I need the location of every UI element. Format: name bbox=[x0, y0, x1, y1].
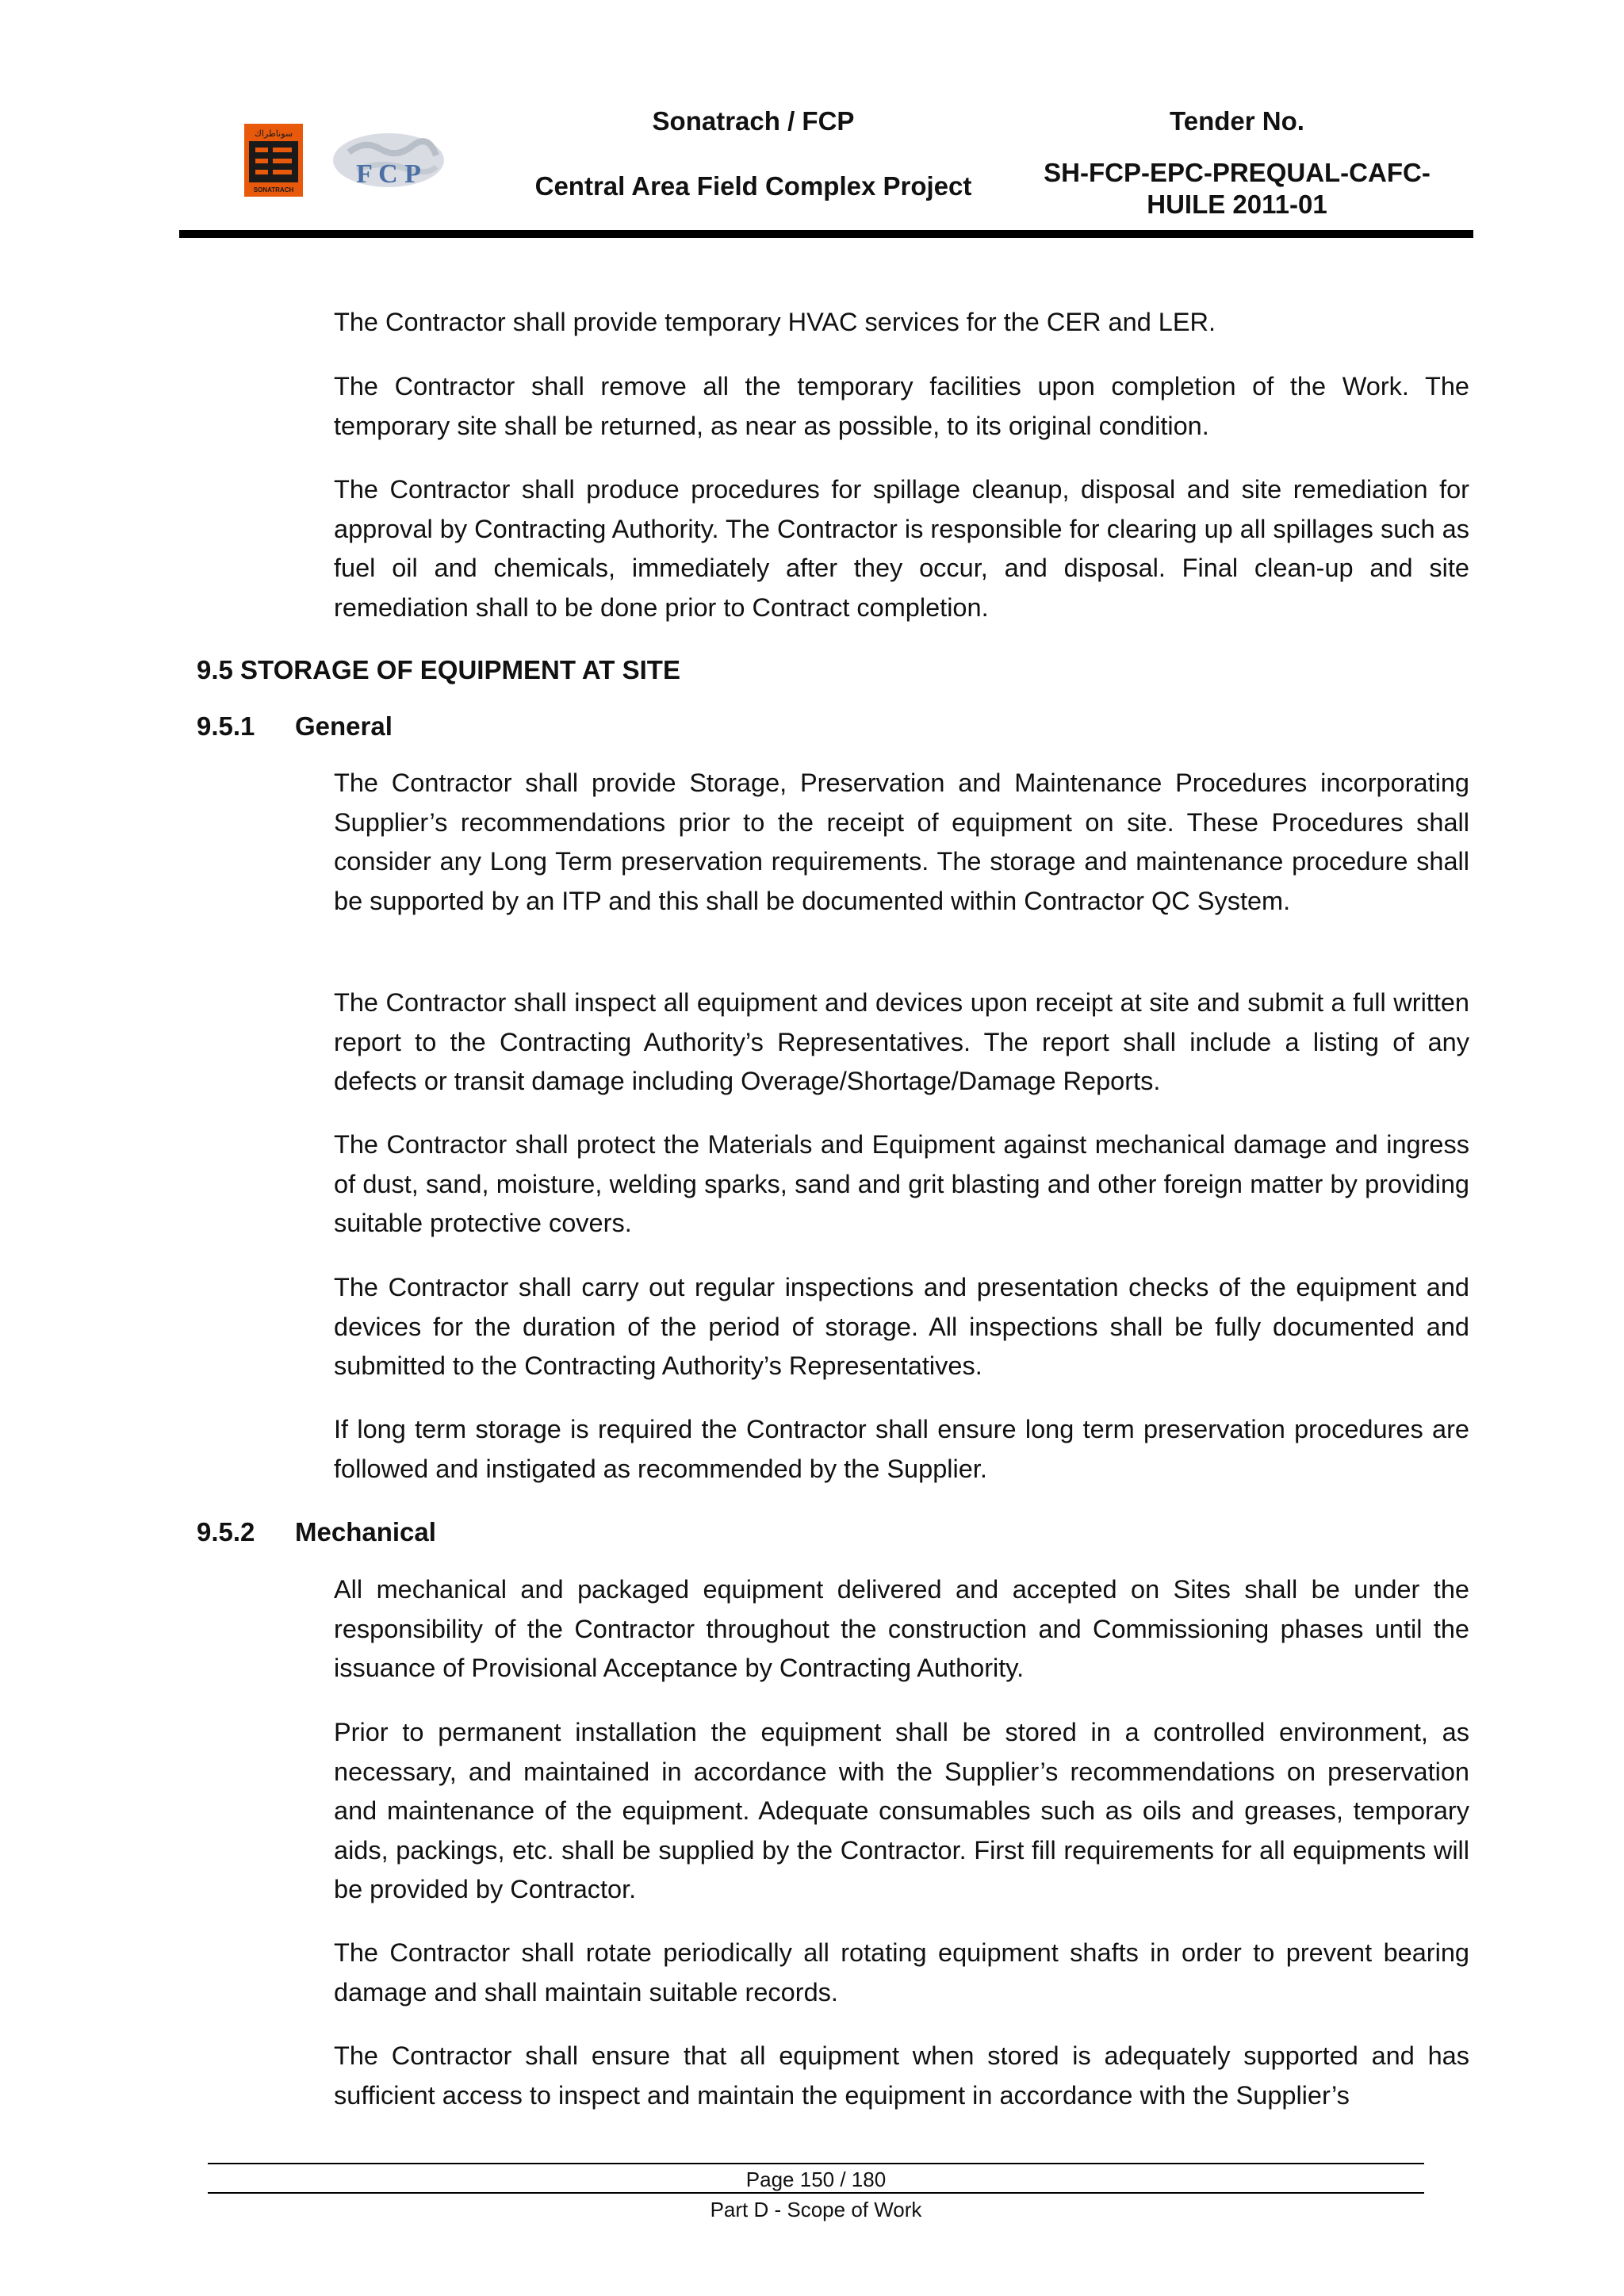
header-divider bbox=[179, 230, 1473, 238]
footer-divider bbox=[208, 2163, 1424, 2164]
paragraph: All mechanical and packaged equipment delivered and accepted on Sites shall be under the responsibility of the Contractor throughout the construction and Commissioning phases until the issuance of Provisional Acceptance by Contracting Authority. bbox=[334, 1575, 1469, 1682]
paragraph: The Contractor shall remove all the temporary facilities upon completion of the Work. The temporary site shall be returned, as near as possible, to its original condition. bbox=[334, 372, 1469, 440]
paragraph: The Contractor shall produce procedures for spillage cleanup, disposal and site remediation for approval by Contracting Authority. The Contractor is responsible for clearing up all spillages such as fuel oil and chemicals, immediately after they occur, and disposal. Final clean-up and site remediation shall to be done prior to Contract completion. bbox=[334, 475, 1469, 622]
paragraph: The Contractor shall ensure that all equipment when stored is adequately supported and has sufficient access to inspect and maintain the equipment in accordance with the Supplier’s bbox=[334, 2041, 1469, 2110]
sonatrach-logo bbox=[244, 124, 303, 197]
company-name: Sonatrach / FCP bbox=[652, 106, 855, 136]
paragraph: The Contractor shall carry out regular inspections and presentation checks of the equipment and devices for the duration of the period of storage. All inspections shall be fully documented and submitted to the Contracting Authority’s Representatives. bbox=[334, 1273, 1469, 1380]
tender-number-line1: SH-FCP-EPC-PREQUAL-CAFC- bbox=[1044, 158, 1431, 187]
paragraph: Prior to permanent installation the equipment shall be stored in a controlled environment, as necessary, and maintained in accordance with the Supplier’s recommendations on preservation and maintenance of the equipment. Adequate consumables such as oils and greases, temporary aids, packings, etc. shall be supplied by the Contractor. First fill requirements for all equipments will be provided by Contractor. bbox=[334, 1718, 1469, 1903]
svg-text:SONATRACH: SONATRACH bbox=[253, 186, 294, 194]
subsection-title: Mechanical bbox=[295, 1517, 436, 1547]
tender-number-line2: HUILE 2011-01 bbox=[1147, 190, 1327, 219]
tender-label: Tender No. bbox=[1170, 106, 1304, 136]
paragraph: The Contractor shall provide Storage, Preservation and Maintenance Procedures incorporating Supplier’s recommendations prior to the receipt of equipment on site. These Procedures shall consider any Long Term preservation requirements. The storage and maintenance procedure shall be supported by an ITP and this shall be documented within Contractor QC System. bbox=[334, 769, 1469, 915]
document-part: Part D - Scope of Work bbox=[710, 2198, 922, 2221]
subsection-title: General bbox=[295, 711, 393, 741]
page-number: Page 150 / 180 bbox=[745, 2168, 887, 2191]
subsection-number: 9.5.1 bbox=[197, 711, 255, 741]
fcp-logo bbox=[325, 128, 452, 200]
paragraph: The Contractor shall provide temporary HVAC services for the CER and LER. bbox=[334, 308, 1216, 336]
subsection-heading-mechanical bbox=[197, 1516, 436, 1548]
subsection-number: 9.5.2 bbox=[197, 1517, 255, 1547]
svg-text:سوناطراك: سوناطراك bbox=[254, 128, 293, 139]
section-number: 9.5 bbox=[197, 655, 233, 684]
subsection-heading-general bbox=[197, 711, 393, 742]
paragraph: The Contractor shall inspect all equipment and devices upon receipt at site and submit a full written report to the Contracting Authority’s Representatives. The report shall include a listing of any defects or transit damage including Overage/Shortage/Damage Reports. bbox=[334, 988, 1469, 1095]
project-name: Central Area Field Complex Project bbox=[534, 171, 972, 201]
tender-number bbox=[1023, 157, 1451, 220]
paragraph: The Contractor shall rotate periodically all rotating equipment shafts in order to prevent bearing damage and shall maintain suitable records. bbox=[334, 1938, 1469, 2007]
paragraph: If long term storage is required the Contractor shall ensure long term preservation procedures are followed and instigated as recommended by the Supplier. bbox=[334, 1415, 1469, 1483]
section-title: STORAGE OF EQUIPMENT AT SITE bbox=[240, 655, 680, 684]
svg-text:F C P: F C P bbox=[356, 159, 421, 189]
paragraph: The Contractor shall protect the Materials and Equipment against mechanical damage and ingress of dust, sand, moisture, welding sparks, sand and grit blasting and other foreign matter by providing suitable protective covers. bbox=[334, 1130, 1469, 1237]
section-heading bbox=[197, 654, 680, 686]
footer-divider bbox=[208, 2192, 1424, 2194]
